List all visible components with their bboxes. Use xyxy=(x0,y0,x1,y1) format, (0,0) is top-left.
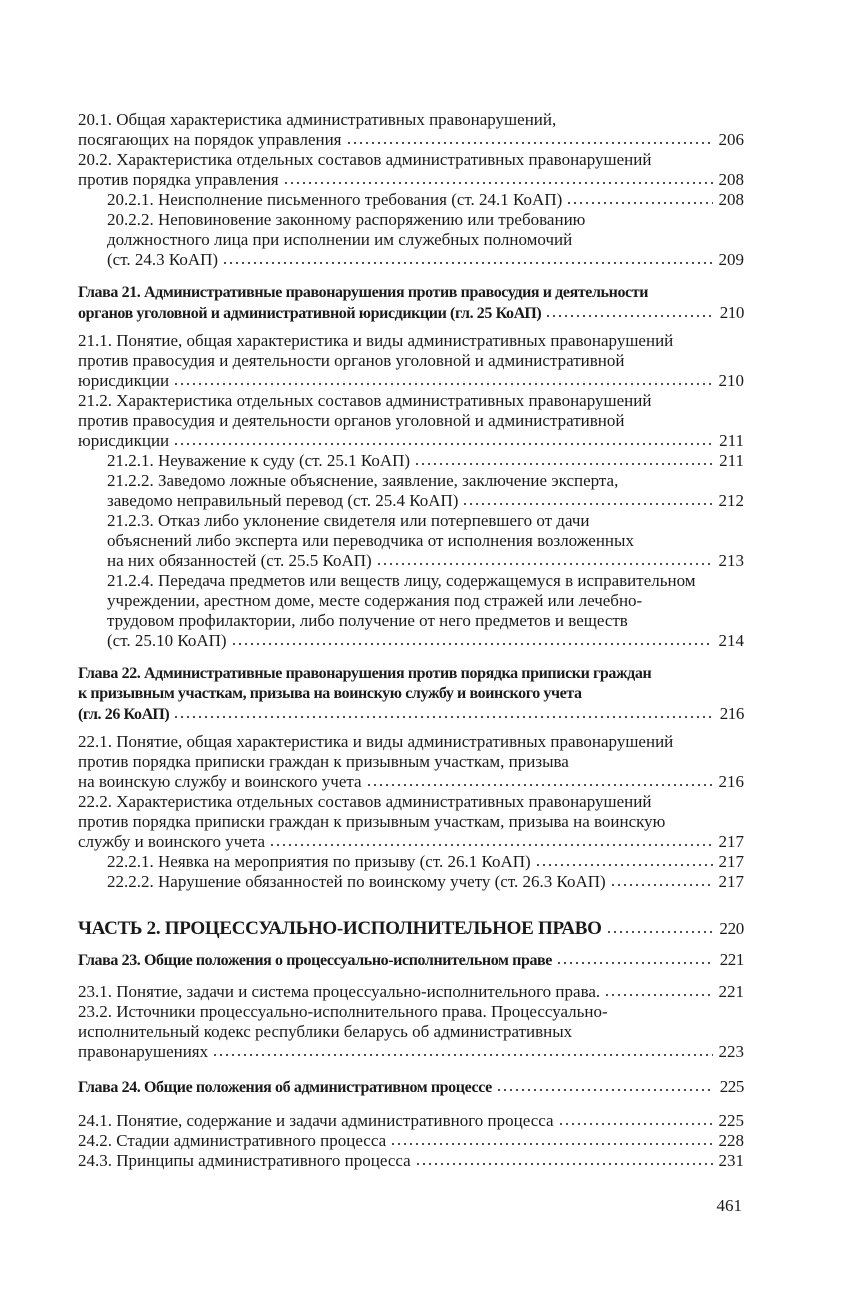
toc-entry-sub xyxy=(78,210,744,270)
toc-entry-chapter xyxy=(78,1077,744,1098)
entry-title-line: (ст. 24.3 КоАП) xyxy=(107,250,219,269)
entry-last-line xyxy=(78,431,744,451)
entry-last-line xyxy=(107,631,744,651)
toc-entry-sub xyxy=(78,852,744,872)
entry-title-line: 20.2.2. Неповиновение законному распоряжению или требованию xyxy=(107,210,586,229)
entry-title-line: юрисдикции xyxy=(78,371,170,390)
entry-title-line: юрисдикции xyxy=(78,431,170,450)
dot-leader xyxy=(415,1162,713,1166)
dot-leader xyxy=(269,843,712,847)
dot-leader xyxy=(173,382,712,386)
toc-entry-sub xyxy=(78,511,744,571)
entry-title-line: правонарушениях xyxy=(78,1042,209,1061)
entry-last-line xyxy=(107,551,744,571)
entry-page-number: 206 xyxy=(718,130,744,149)
toc-entry-section xyxy=(78,1111,744,1131)
entry-page-number: 214 xyxy=(718,631,744,650)
entry-page-number: 212 xyxy=(718,491,744,510)
toc-entry-section xyxy=(78,391,744,451)
toc-entry-chapter xyxy=(78,664,744,725)
dot-leader xyxy=(496,1088,714,1092)
entry-title-line: (ст. 25.10 КоАП) xyxy=(107,631,227,650)
entry-last-line xyxy=(78,982,744,1002)
entry-title-line: против порядка приписки граждан к призывным участкам, призыва xyxy=(78,752,569,771)
entry-last-line xyxy=(107,451,744,471)
entry-page-number: 225 xyxy=(719,1077,744,1096)
entry-last-line xyxy=(78,704,744,725)
entry-last-line xyxy=(78,130,744,150)
entry-title-line: против порядка приписки граждан к призывным участкам, призыва на воинскую xyxy=(78,812,666,831)
entry-last-line xyxy=(78,1042,744,1062)
entry-title-line: 20.2.1. Неисполнение письменного требования (ст. 24.1 КоАП) xyxy=(107,190,563,209)
entry-page-number: 210 xyxy=(719,303,744,322)
entry-title-line: 22.2. Характеристика отдельных составов административных правонарушений xyxy=(78,792,652,811)
dot-leader xyxy=(376,562,713,566)
entry-title-line: Глава 24. Общие положения об административном процессе xyxy=(78,1079,492,1096)
toc-entry-section xyxy=(78,1002,744,1062)
entry-title-line: 23.1. Понятие, задачи и система процессуально-исполнительного права. xyxy=(78,982,601,1001)
entry-title-line: против правосудия и деятельности органов уголовной и административной xyxy=(78,411,625,430)
entry-title-line: 21.2.2. Заведомо ложные объяснение, заявление, заключение эксперта, xyxy=(107,471,619,490)
entry-page-number: 223 xyxy=(718,1042,744,1061)
entry-page-number: 217 xyxy=(718,832,744,851)
entry-title-line: 21.2.4. Передача предметов или веществ лицу, содержащемуся в исправительном xyxy=(107,571,696,590)
dot-leader xyxy=(283,181,713,185)
entry-title-line: должностного лица при исполнении им служебных полномочий xyxy=(107,230,573,249)
entry-title-line: 21.2.3. Отказ либо уклонение свидетеля или потерпевшего от дачи xyxy=(107,511,590,530)
entry-page-number: 211 xyxy=(719,451,744,470)
entry-title-line: 21.2.1. Неуважение к суду (ст. 25.1 КоАП) xyxy=(107,451,411,470)
entry-page-number: 213 xyxy=(718,551,744,570)
page-number: 461 xyxy=(716,1196,742,1215)
entry-title-line: против правосудия и деятельности органов уголовной и административной xyxy=(78,351,625,370)
entry-page-number: 208 xyxy=(718,190,744,209)
entry-title-line: 20.2. Характеристика отдельных составов административных правонарушений xyxy=(78,150,652,169)
toc-entry-chapter xyxy=(78,950,744,971)
entry-title-line: 24.3. Принципы административного процесса xyxy=(78,1151,411,1170)
entry-title-line: Глава 22. Административные правонарушения против порядка приписки граждан xyxy=(78,665,652,682)
entry-title-line: Глава 21. Административные правонарушения против правосудия и деятельности xyxy=(78,284,649,301)
toc-entry-section xyxy=(78,982,744,1002)
entry-page-number: 221 xyxy=(719,950,744,969)
entry-last-line xyxy=(78,772,744,792)
dot-leader xyxy=(366,783,713,787)
entry-title-line: службу и воинского учета xyxy=(78,832,266,851)
toc-entry-section xyxy=(78,732,744,792)
dot-leader xyxy=(414,462,713,466)
entry-title-line: трудовом профилактории, либо получение от него предметов и веществ xyxy=(107,611,628,630)
toc-entry-chapter xyxy=(78,283,744,324)
dot-leader xyxy=(535,863,713,867)
entry-last-line xyxy=(78,1077,744,1098)
dot-leader xyxy=(222,261,712,265)
dot-leader xyxy=(390,1142,712,1146)
entry-title-line: (гл. 26 КоАП) xyxy=(78,706,170,723)
toc-entry-sub xyxy=(78,872,744,892)
entry-page-number: 217 xyxy=(718,872,744,891)
toc-entry-sub xyxy=(78,451,744,471)
entry-title-line: заведомо неправильный перевод (ст. 25.4 КоАП) xyxy=(107,491,459,510)
toc-entry-sub xyxy=(78,190,744,210)
entry-page-number: 216 xyxy=(719,704,744,723)
entry-title-line: 21.1. Понятие, общая характеристика и виды административных правонарушений xyxy=(78,331,674,350)
entry-title-line: Глава 23. Общие положения о процессуально-исполнительном праве xyxy=(78,952,552,969)
entry-page-number: 208 xyxy=(718,170,744,189)
dot-leader xyxy=(604,993,712,997)
toc-entry-part xyxy=(78,918,744,940)
entry-last-line xyxy=(78,1131,744,1151)
entry-title-line: посягающих на порядок управления xyxy=(78,130,342,149)
entry-title-line: учреждении, арестном доме, месте содержания под стражей или лечебно- xyxy=(107,591,643,610)
entry-last-line xyxy=(107,872,744,892)
toc-entry-section xyxy=(78,150,744,190)
entry-title-line: 21.2. Характеристика отдельных составов административных правонарушений xyxy=(78,391,652,410)
entry-last-line xyxy=(107,852,744,872)
entry-last-line xyxy=(78,918,744,940)
entry-last-line xyxy=(78,832,744,852)
entry-title-line: 24.1. Понятие, содержание и задачи административного процесса xyxy=(78,1111,554,1130)
entry-page-number: 228 xyxy=(718,1131,744,1150)
entry-title-line: на них обязанностей (ст. 25.5 КоАП) xyxy=(107,551,372,570)
entry-title-line: ЧАСТЬ 2. ПРОЦЕССУАЛЬНО-ИСПОЛНИТЕЛЬНОЕ ПРАВО xyxy=(78,918,602,939)
entry-page-number: 211 xyxy=(719,431,744,450)
dot-leader xyxy=(545,314,713,318)
dot-leader xyxy=(173,442,713,446)
entry-page-number: 217 xyxy=(718,852,744,871)
toc-entry-section xyxy=(78,1131,744,1151)
entry-page-number: 210 xyxy=(718,371,744,390)
entry-last-line xyxy=(78,1111,744,1131)
entry-last-line xyxy=(107,250,744,270)
dot-leader xyxy=(462,502,712,506)
entry-title-line: 24.2. Стадии административного процесса xyxy=(78,1131,387,1150)
entry-last-line xyxy=(107,491,744,511)
entry-page-number: 221 xyxy=(718,982,744,1001)
dot-leader xyxy=(173,715,713,719)
dot-leader xyxy=(566,201,712,205)
entry-title-line: исполнительный кодекс республики беларусь об административных xyxy=(78,1022,573,1041)
entry-last-line xyxy=(78,170,744,190)
entry-page-number: 220 xyxy=(719,919,744,938)
entry-last-line xyxy=(78,303,744,324)
entry-title-line: объяснений либо эксперта или переводчика от исполнения возложенных xyxy=(107,531,634,550)
dot-leader xyxy=(346,141,713,145)
dot-leader xyxy=(556,961,714,965)
entry-last-line xyxy=(78,371,744,391)
entry-last-line xyxy=(78,950,744,971)
entry-title-line: 22.2.1. Неявка на мероприятия по призыву (ст. 26.1 КоАП) xyxy=(107,852,531,871)
entry-title-line: 22.1. Понятие, общая характеристика и виды административных правонарушений xyxy=(78,732,674,751)
entry-title-line: против порядка управления xyxy=(78,170,279,189)
toc-entry-section xyxy=(78,331,744,391)
entry-title-line: 22.2.2. Нарушение обязанностей по воинскому учету (ст. 26.3 КоАП) xyxy=(107,872,606,891)
toc-entry-section xyxy=(78,792,744,852)
dot-leader xyxy=(558,1122,713,1126)
entry-last-line xyxy=(107,190,744,210)
toc-entry-sub xyxy=(78,471,744,511)
toc-entry-section xyxy=(78,1151,744,1171)
dot-leader xyxy=(610,883,713,887)
dot-leader xyxy=(231,642,713,646)
dot-leader xyxy=(212,1053,712,1057)
entry-page-number: 209 xyxy=(718,250,744,269)
entry-title-line: органов уголовной и административной юрисдикции (гл. 25 КоАП) xyxy=(78,305,542,322)
entry-title-line: 20.1. Общая характеристика административных правонарушений, xyxy=(78,110,557,129)
entry-last-line xyxy=(78,1151,744,1171)
table-of-contents xyxy=(78,110,744,1171)
entry-page-number: 216 xyxy=(718,772,744,791)
entry-page-number: 225 xyxy=(718,1111,744,1130)
dot-leader xyxy=(606,930,714,934)
entry-title-line: 23.2. Источники процессуально-исполнительного права. Процессуально- xyxy=(78,1002,608,1021)
toc-entry-section xyxy=(78,110,744,150)
entry-title-line: на воинскую службу и воинского учета xyxy=(78,772,362,791)
entry-page-number: 231 xyxy=(718,1151,744,1170)
entry-title-line: к призывным участкам, призыва на воинскую службу и воинского учета xyxy=(78,685,582,702)
toc-entry-sub xyxy=(78,571,744,651)
